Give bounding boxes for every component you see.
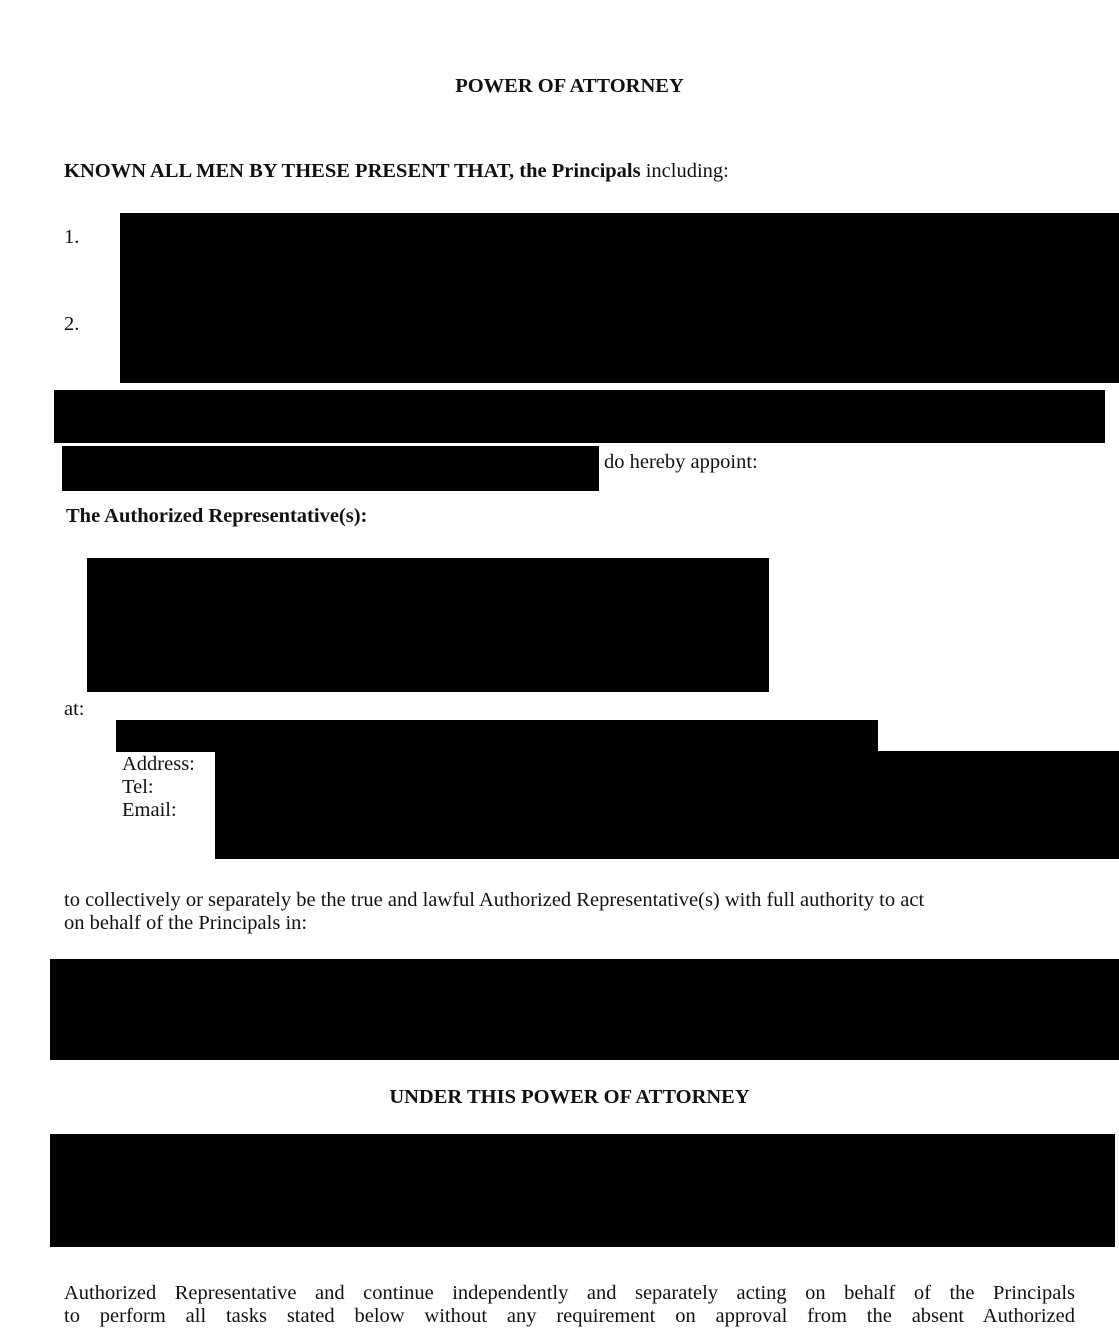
address-label: Address: bbox=[122, 753, 195, 775]
redaction-company-name bbox=[116, 720, 878, 752]
redaction-principals bbox=[120, 213, 1119, 383]
authority-line-2: on behalf of the Principals in: bbox=[64, 912, 308, 934]
redaction-contact-details bbox=[215, 751, 1119, 859]
principal-number-1: 1. bbox=[64, 226, 80, 248]
at-label: at: bbox=[64, 698, 85, 720]
principal-number-2: 2. bbox=[64, 313, 80, 335]
redaction-representatives bbox=[87, 558, 769, 692]
redaction-principals-details bbox=[54, 390, 1105, 443]
authority-line-1: to collectively or separately be the true and lawful Authorized Representative(s) with full authority to act bbox=[64, 889, 925, 911]
final-line-1: Authorized Representative and continue independently and separately acting on behalf of the Principals bbox=[64, 1282, 1075, 1304]
redaction-appoint-prefix bbox=[62, 446, 599, 491]
tel-label: Tel: bbox=[122, 776, 154, 798]
section-heading: UNDER THIS POWER OF ATTORNEY bbox=[389, 1086, 750, 1108]
email-label: Email: bbox=[122, 799, 177, 821]
final-line-2: to perform all tasks stated below without any requirement on approval from the absent Authorized bbox=[64, 1305, 1075, 1327]
redaction-authority-scope bbox=[50, 959, 1119, 1060]
appoint-text: do hereby appoint: bbox=[604, 451, 758, 473]
contact-labels bbox=[122, 753, 195, 822]
intro-rest-text: including: bbox=[640, 160, 729, 182]
redaction-clause bbox=[50, 1134, 1115, 1247]
rep-heading: The Authorized Representative(s): bbox=[66, 505, 368, 527]
document-title: POWER OF ATTORNEY bbox=[455, 75, 684, 97]
intro-bold-text: KNOWN ALL MEN BY THESE PRESENT THAT, the Principals bbox=[64, 160, 641, 182]
intro-paragraph bbox=[64, 160, 729, 183]
